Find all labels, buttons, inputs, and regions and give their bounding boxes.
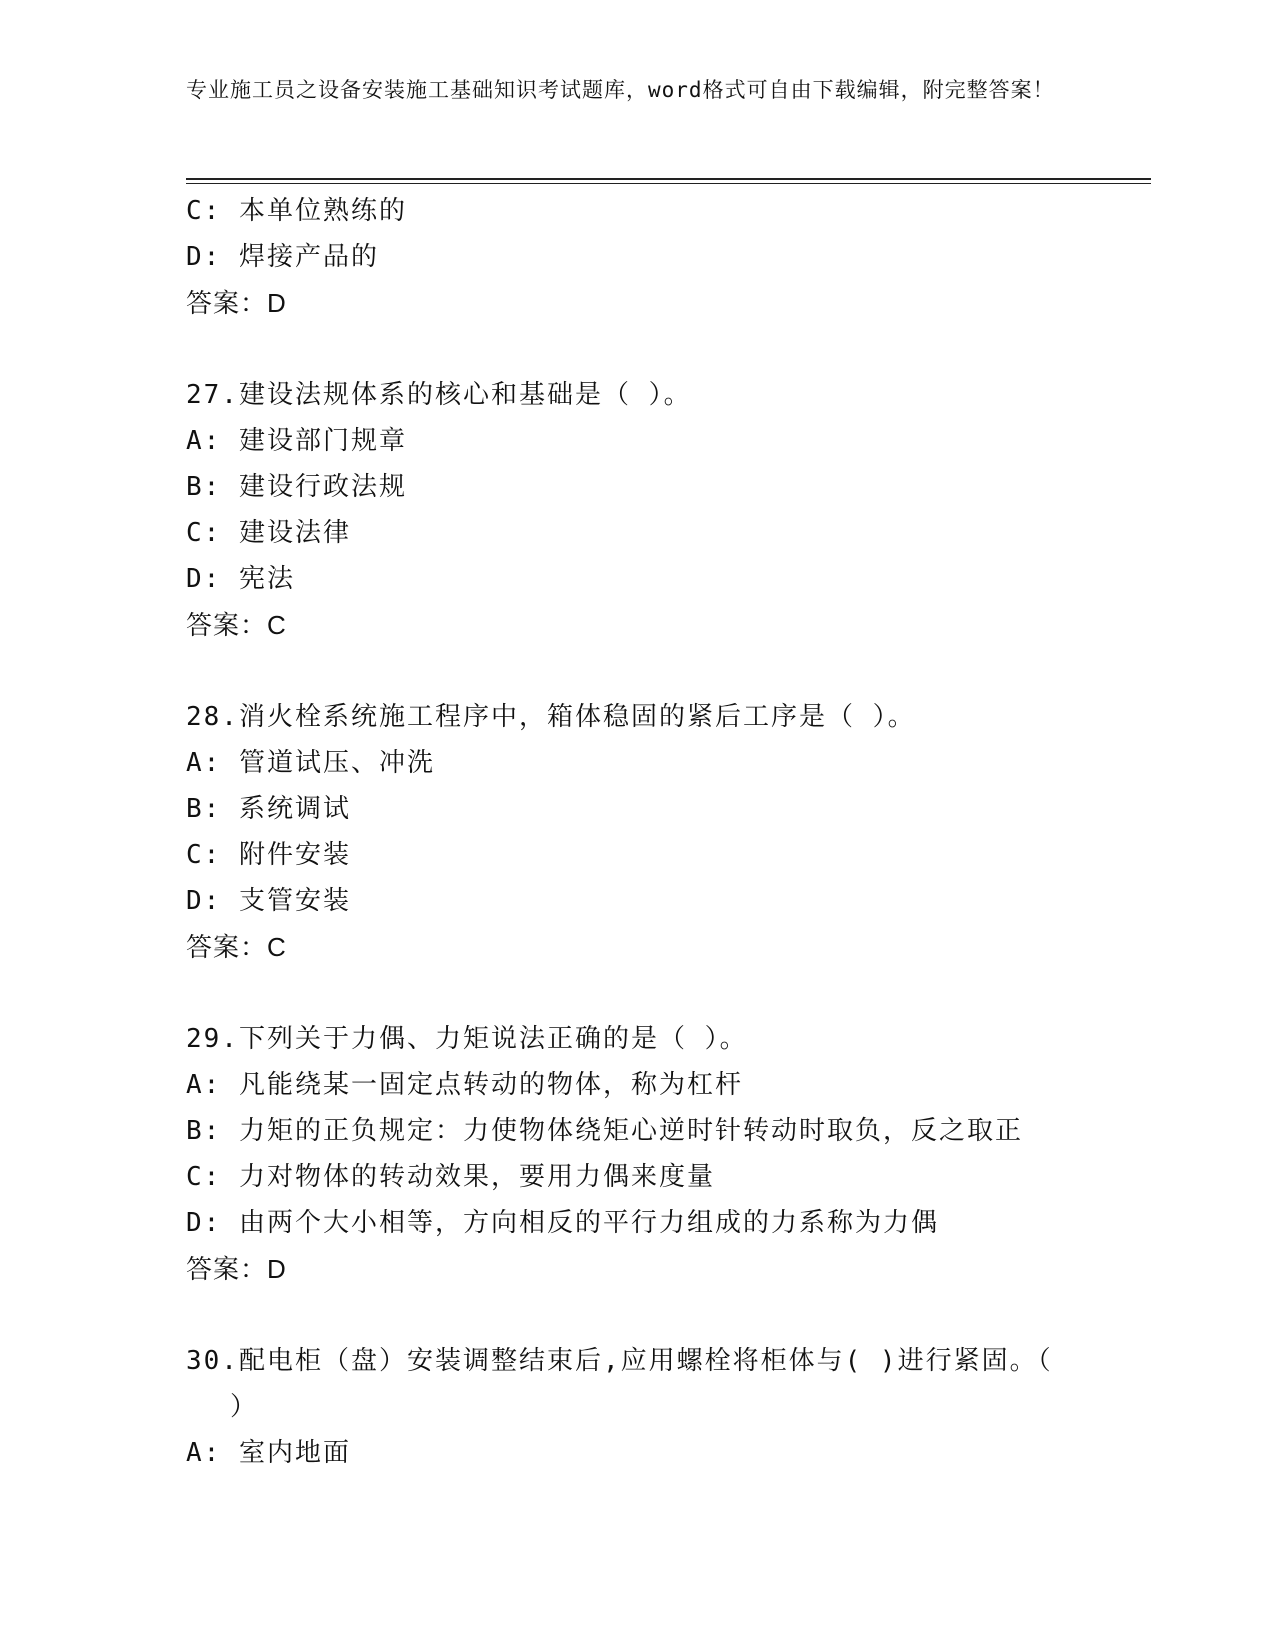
answer-option: C: 本单位熟练的 (186, 196, 407, 226)
header-divider-thick (186, 178, 1151, 180)
answer-option: A: 建设部门规章 (186, 426, 407, 456)
answer-option: B: 建设行政法规 (186, 472, 407, 502)
answer-line: 答案：D (186, 288, 287, 318)
answer-line: 答案：D (186, 1254, 287, 1284)
answer-option: D: 由两个大小相等，方向相反的平行力组成的力系称为力偶 (186, 1208, 939, 1238)
question-stem: 28.消火栓系统施工程序中，箱体稳固的紧后工序是（ ）。 (186, 702, 916, 732)
answer-option: D: 宪法 (186, 564, 295, 594)
answer-option: B: 系统调试 (186, 794, 351, 824)
answer-option: D: 焊接产品的 (186, 242, 379, 272)
question-stem: 29.下列关于力偶、力矩说法正确的是（ ）。 (186, 1024, 748, 1054)
question-list (186, 188, 1106, 1476)
answer-option: C: 力对物体的转动效果，要用力偶来度量 (186, 1162, 715, 1192)
answer-line: 答案：C (186, 610, 287, 640)
section-gap (186, 1292, 1106, 1338)
answer-line: 答案：C (186, 932, 287, 962)
answer-option: D: 支管安装 (186, 886, 351, 916)
question-stem: 27.建设法规体系的核心和基础是（ ）。 (186, 380, 692, 410)
answer-option: A: 室内地面 (186, 1438, 351, 1468)
answer-option: C: 建设法律 (186, 518, 351, 548)
section-gap (186, 970, 1106, 1016)
section-gap (186, 326, 1106, 372)
document-header: 专业施工员之设备安装施工基础知识考试题库，word格式可自由下载编辑，附完整答案！ (186, 78, 1055, 102)
section-gap (186, 648, 1106, 694)
answer-option: A: 凡能绕某一固定点转动的物体，称为杠杆 (186, 1070, 743, 1100)
header-divider-thin (186, 183, 1151, 184)
answer-option: B: 力矩的正负规定：力使物体绕矩心逆时针转动时取负，反之取正 (186, 1116, 1023, 1146)
answer-option: C: 附件安装 (186, 840, 351, 870)
question-stem: 30.配电柜（盘）安装调整结束后,应用螺栓将柜体与( )进行紧固。（ (186, 1346, 1053, 1376)
question-stem-continuation: ） (230, 1392, 259, 1422)
answer-option: A: 管道试压、冲洗 (186, 748, 435, 778)
